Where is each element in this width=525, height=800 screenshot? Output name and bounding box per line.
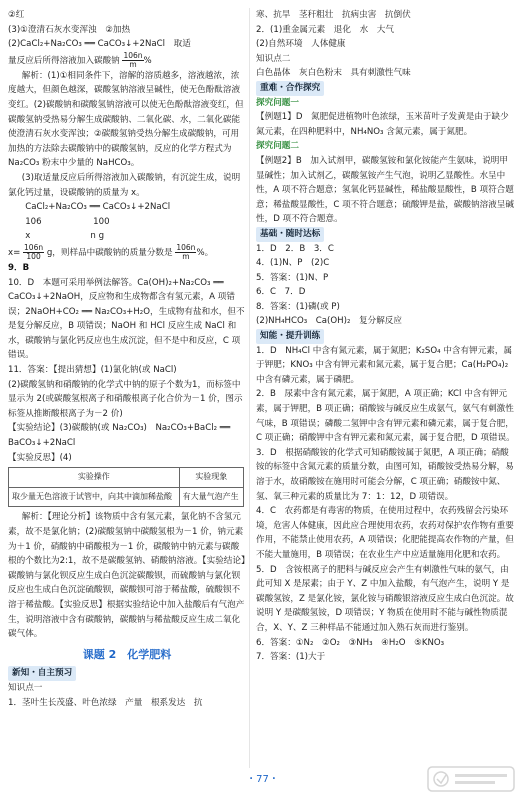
text-fragment: 量反应后所得溶液加入碳酸钠 <box>8 55 120 66</box>
denominator: m <box>129 59 137 69</box>
column-divider <box>249 8 250 768</box>
lesson-title: 课题 2 化学肥料 <box>82 647 172 661</box>
numerator: 106n <box>123 50 143 60</box>
section-label: 知能・提升训练 <box>256 329 324 344</box>
numerator: 106n <box>176 242 196 252</box>
left-column <box>8 8 246 710</box>
table-header: 实验现象 <box>179 468 243 488</box>
text-line: 【实验结论】(3)碳酸钠(或 Na₂CO₃) Na₂CO₃+BaCl₂ ══ BaCO₃↓+2NaCl <box>8 423 231 449</box>
subsection-label: 知识点二 <box>256 53 291 64</box>
section-tag <box>8 666 246 681</box>
section-tag <box>256 81 516 96</box>
denominator: 100 <box>26 251 41 261</box>
table-cell: 取少量无色溶液于试管中，向其中滴加稀盐酸 <box>9 487 180 507</box>
experiment-table <box>8 467 244 507</box>
answer-line: 7．答案：(1)大于 <box>256 652 326 663</box>
answer-line: 11．答案：【提出猜想】(1)氯化钠(或 NaCl) <box>8 365 177 376</box>
text-line: 2．(1)重金属元素 退化 水 大气 <box>256 24 394 35</box>
fraction <box>23 244 44 261</box>
text-line: 【实验反思】(4) <box>8 452 72 463</box>
text-line: (3)①澄清石灰水变浑浊 ②加热 <box>8 24 131 35</box>
answer-line: 6．答案：①N₂ ②O₂ ③NH₃ ④H₂O ⑤KNO₃ <box>256 637 445 648</box>
explanation-paragraph: 解析：(1)①相同条件下，溶解的溶质越多，溶液越浓，浓度越大，但颜色越深，碳酸氢钠溶液呈碱性，使无色酚酞溶液变红。(2)碳酸钠和碳酸氢钠溶液可以使无色酚酞溶液变红，但碳酸氢钠受热易分解生成碳酸钠、二氧化碳、水，二氧化碳能使澄清石灰水变浑浊；②碳酸氢钠受热分解生成碳酸钠，可用加热的方法除去碳酸钠中的碳酸氢钠，反应的化学方程式为 Na₂CO₃ 粉末中少量的 NaHCO₃。 <box>8 70 244 169</box>
table-header: 实验操作 <box>9 468 180 488</box>
explanation-paragraph: 2．B 尿素中含有氮元素，属于氮肥，A 项正确；KCl 中含有钾元素，属于钾肥，B 项正确；硝酸铵与碱反应生成氨气，氨气有刺激性气味，B 项错误；磷酸二氢钾中含有钾元素和磷元素，属于复合肥，C 项正确；硝酸钾中含有钾元素和氮元素，属于复合肥，D 项错误。 <box>256 389 515 444</box>
explanation-paragraph: 解析：【理论分析】该物质中含有氢元素，氯化钠不含氢元素，故不是氯化钠；(2)碳酸氢钠中碳酸氢根为－1 价，钠元素为＋1 价，硝酸钠中硝酸根为－1 价，碳酸钠中钠元素与碳酸根的个数比为2:1，故不是碳酸氢钠、硝酸钠溶液。【实验结论】碳酸钠与氯化钡反应生成白色沉淀碳酸钡，而硫酸钠与氯化钡反应也生成白色沉淀硫酸钡，碳酸钡可溶于稀盐酸，硫酸钡不溶于稀盐酸。【实验反思】根据实验结论中加入盐酸后有气泡产生，说明溶液中含有碳酸钠，碳酸钠与稀盐酸反应生成二氧化碳气体。 <box>8 512 246 640</box>
explanation-paragraph: 【例题2】B 加入试剂甲，碳酸氢铵和氯化铵能产生氨味，说明甲显碱性；加入试剂乙，碳酸氢铵产生气泡，说明乙显酸性。水呈中性，A 项不符合题意；氢氧化钙显碱性，稀盐酸显酸性，B 项符合题意；稀盐酸显酸性，C 项不符合题意；硫酸钾是盐，碳酸钠溶液呈碱性，D 项不符合题意。 <box>256 155 514 225</box>
denominator: m <box>182 251 190 261</box>
text-line: (2)CaCl₂+Na₂CO₃ ══ CaCO₃↓+2NaCl 取适 <box>8 39 191 50</box>
answer-line: 8．答案：(1)磷(或 P) <box>256 301 340 312</box>
equation-values: x n g <box>25 231 105 242</box>
text-line: (2)碳酸氢钠和硝酸钠的化学式中钠的原子个数为1，而标签中显示为 2(或碳酸氢根离子和硝酸根离子化合价为－1 价，图示标签从推断酸根离子为－2 价) <box>8 379 243 419</box>
explanation-paragraph: 5．D 含铵根离子的肥料与碱反应会产生有刺激性气味的氨气，由此可知 X 是尿素；由于 Y、Z 中加入盐酸，有气泡产生，说明 Y 是碳酸氢铵，Z 是氯化铵，氯化铵与硝酸银溶液反应生成白色沉淀。故说明 Y 是碳酸氢铵，D 项错误；Y 物质在使用时不能与碱性物质混合，X、Y、Z 三种样品不能通过加入熟石灰而进行鉴别。 <box>256 564 514 633</box>
table-cell: 有大量气泡产生 <box>179 487 243 507</box>
text-line: (2)自然环境 人体健康 <box>256 39 346 50</box>
section-tag <box>256 329 516 344</box>
equation-values: 106 100 <box>25 216 110 227</box>
explanation-paragraph: 4．C 农药都是有毒害的物质，在使用过程中，农药残留会污染环境，危害人体健康，因此应合理使用农药，农药对保护农作物有重要作用，不能禁止使用农药，A 项错误；化肥能提高农作物的产量，但不能大量施用，B 项错误；在农业生产中应适量施用化肥和农药。 <box>256 506 514 560</box>
section-tag <box>256 227 516 242</box>
equation: CaCl₂+Na₂CO₃ ══ CaCO₃↓+2NaCl <box>25 202 171 213</box>
section-label: 基础・随时达标 <box>256 227 324 242</box>
answer-line: 1．D 2．B 3．C <box>256 243 334 254</box>
text-line: ②红 <box>8 10 25 20</box>
text-line <box>8 52 246 69</box>
explanation-paragraph: 3．D 根据硝酸铵的化学式可知硝酸铵属于氮肥，A 项正确；硝酸铵的标签中含氮元素的质量分数，由图可知，硝酸铵受热易分解，易溶于水，故硝酸铵在施用时可能会分解，C 项正确；硝酸铵中氮、氢、氧三种元素的质量比为 7：1：12，D 项错误。 <box>256 447 514 502</box>
section-label: 新知・自主预习 <box>8 666 76 681</box>
page-number: ・77・ <box>246 774 279 785</box>
text-fragment: g，则样品中碳酸钠的质量分数是 <box>46 247 173 258</box>
fraction <box>175 244 196 261</box>
text-fragment: %。 <box>196 247 214 258</box>
answer-line: 6．C 7．D <box>256 287 306 298</box>
text-line: 白色晶体 灰白色粉末 具有刺激性气味 <box>256 68 411 79</box>
text-line <box>8 244 246 261</box>
explanation-paragraph: 1．D NH₄Cl 中含有氮元素，属于氮肥；K₂SO₄ 中含有钾元素，属于钾肥；KNO₃ 中含有钾元素和氮元素，属于复合肥；Ca(H₂PO₄)₂ 中含有磷元素，属于磷肥。 <box>256 345 513 385</box>
answer-line: (2)NH₄HCO₃ Ca(OH)₂ 复分解反应 <box>256 316 402 327</box>
text-line: (3)取适量反应后所得溶液加入碳酸钠，有沉淀生成，说明氯化钙过量，设碳酸钠的质量为 x。 <box>8 172 241 198</box>
text-line: 寒、抗旱 茎秆粗壮 抗病虫害 抗倒伏 <box>256 10 411 20</box>
right-column <box>256 8 516 665</box>
fraction <box>122 52 143 69</box>
explanation-paragraph: 10．D 本题可采用举例法解答。Ca(OH)₂+Na₂CO₃ ══ CaCO₃↓+2NaOH，反应物和生成物都含有氢元素，A 项错误；2NaOH+CO₂ ══ Na₂CO₃+H₂O，生成物有盐和水，但不是复分解反应，B 项错误；NaOH 和 HCl 反应生成 NaCl 和水，碳酸钠与氯化钙反应也生成沉淀，但不是中和反应，C 项错误。 <box>8 277 245 361</box>
answer-line: 4．(1)N、P (2)C <box>256 258 330 269</box>
subsection-label: 知识点一 <box>8 682 43 693</box>
text-fragment: x= <box>8 247 21 258</box>
text-fragment: % <box>143 55 152 66</box>
numerator: 106n <box>24 242 44 252</box>
subsection-label: 探究问题一 <box>256 97 299 108</box>
answer-line: 5．答案：(1)N、P <box>256 272 329 283</box>
explanation-paragraph: 【例题1】D 氮肥促进植物叶色浓绿，玉米苗叶子发黄是由于缺少氮元素，在四种肥料中，NH₄NO₃ 含氮元素，属于氮肥。 <box>256 112 509 137</box>
text-line: 1．茎叶生长茂盛、叶色浓绿 产量 根系发达 抗 <box>8 697 203 708</box>
section-label: 重难・合作探究 <box>256 81 324 96</box>
watermark-logo <box>427 766 515 792</box>
subsection-label: 探究问题二 <box>256 141 299 152</box>
answer-line: 9．B <box>8 262 30 273</box>
